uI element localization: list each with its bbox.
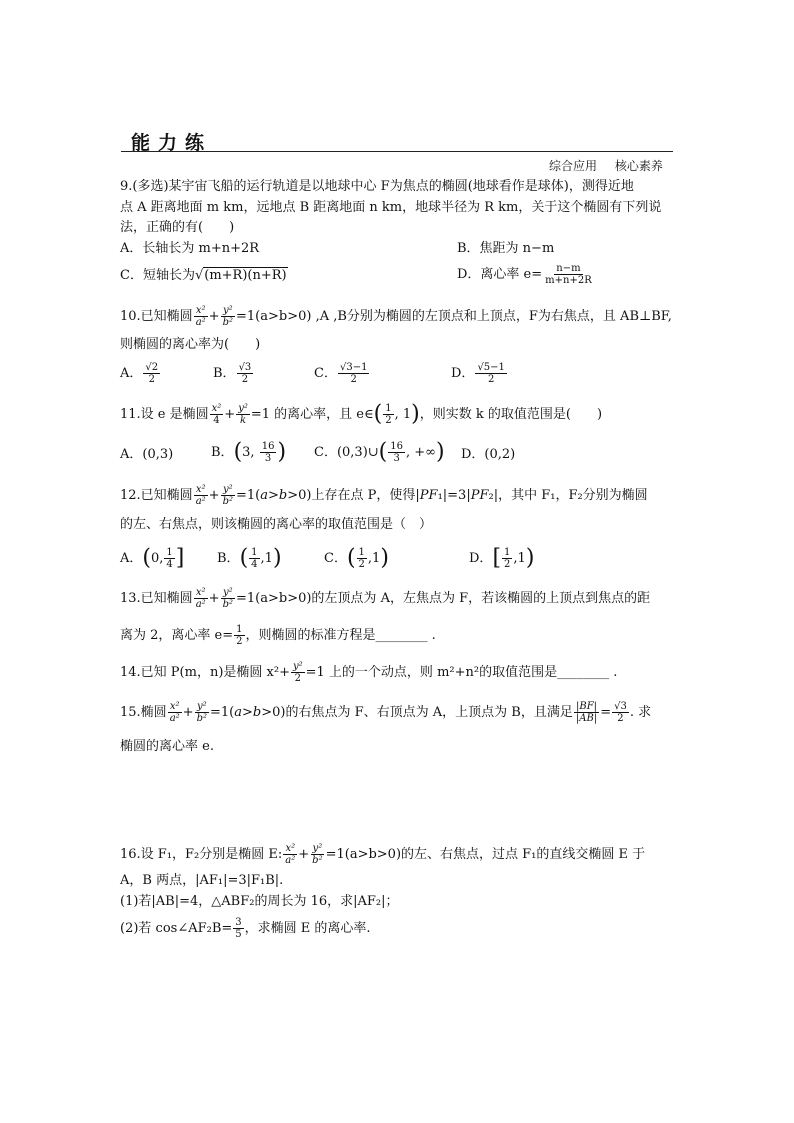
q9-option-c bbox=[120, 267, 288, 285]
q16-prefix: 16.设 F₁，F₂分别是椭圆 E: bbox=[120, 847, 283, 862]
q12-line1: 12.已知椭圆 $\frac{\text{x²}}{\text{a²}}$ + $\frac{\text{y²}}{\text{b²}}$ =1(a>b>0)上存在点 P，使得|PF₁|=3|PF₂|，其中 F₁，F₂分别为椭圆 bbox=[120, 484, 648, 507]
q13-prefix: 13.已知椭圆 bbox=[120, 591, 193, 606]
numerator: √3−1 bbox=[339, 362, 368, 373]
q16-line4 bbox=[120, 917, 371, 940]
value-fraction: $\frac{√3}{2}$ bbox=[614, 701, 627, 724]
q12-option-d: D．[ $\frac{1}{2}$ ,1) bbox=[469, 545, 535, 571]
q11-prefix: 11.设 e 是椭圆 bbox=[120, 407, 209, 422]
q16-line3: (1)若|AB|=4，△ABF₂的周长为 16，求|AF₂|； bbox=[120, 894, 399, 909]
interval-lower: $\frac{1}{2}$ bbox=[385, 403, 392, 426]
numerator: √3 bbox=[238, 362, 252, 373]
x-term: $\frac{\text{x²}}{\text{a²}}$ bbox=[195, 484, 206, 507]
sqrt-symbol: √ bbox=[194, 268, 204, 283]
label: B． bbox=[217, 551, 240, 566]
y-term: $\frac{\text{y²}}{\text{b²}}$ bbox=[222, 587, 233, 610]
y-term: $\frac{\text{y²}}{\text{b²}}$ bbox=[196, 701, 207, 724]
q9-option-c-prefix: C．短轴长为 bbox=[120, 268, 195, 283]
q9-option-c-radicand: (m+R)(n+R) bbox=[204, 268, 287, 283]
q10-option-d bbox=[451, 362, 508, 385]
x-term: $\frac{\text{x²}}{\text{a²}}$ bbox=[195, 587, 206, 610]
q9-option-d-prefix: D．离心率 e= bbox=[457, 267, 543, 282]
q10-line2: 则椭圆的离心率为( ) bbox=[120, 337, 261, 352]
q11-option-c: C．(0,3)∪( $\frac{16}{3}$ , +∞) bbox=[314, 439, 445, 465]
q13-line2-suffix: ，则椭圆的标准方程是________ . bbox=[245, 628, 436, 643]
y-term: $\frac{\text{y²}}{\text{b²}}$ bbox=[222, 484, 233, 507]
q11-suffix: ，则实数 k 的取值范围是( ) bbox=[419, 407, 603, 422]
q11-option-b: B．(3, $\frac{16}{3}$ ) bbox=[211, 439, 287, 465]
label: B． bbox=[211, 445, 234, 460]
q10-option-a bbox=[120, 362, 161, 385]
section-divider bbox=[121, 151, 673, 152]
q12-prefix: 12.已知椭圆 bbox=[120, 488, 193, 503]
x-term: $\frac{\text{x²}}{4}$ bbox=[211, 403, 222, 426]
label: C．(0,3)∪ bbox=[314, 445, 379, 460]
denominator: 2 bbox=[241, 374, 249, 385]
ellipse-y-term: $\frac{\text{y²}}{\text{b²}}$ bbox=[222, 305, 233, 328]
q16-line4-prefix: (2)若 cos∠AF₂B= bbox=[120, 921, 233, 936]
denominator: 2 bbox=[350, 374, 357, 385]
q16-suffix: =1(a>b>0)的左、右焦点，过点 F₁的直线交椭圆 E 于 bbox=[325, 847, 646, 862]
fraction: $\frac{1}{2}$ bbox=[236, 624, 243, 647]
q9-option-a: A．长轴长为 m+n+2R bbox=[120, 241, 260, 256]
q12-option-c: C．( $\frac{1}{2}$ ,1) bbox=[324, 545, 389, 571]
q15-line2: 椭圆的离心率 e. bbox=[120, 739, 214, 754]
q9-option-b: B．焦距为 n−m bbox=[457, 241, 555, 256]
q9-option-d bbox=[457, 263, 595, 286]
q11-line1: 11.设 e 是椭圆 $\frac{\text{x²}}{4}$ + $\frac{\text{y²}}{k}$ =1 的离心率，且 e∈( $\frac{1}{2}$ , 1)，则实数 k 的取值范围是( ) bbox=[120, 401, 603, 427]
fraction: $\frac{16}{3}$ bbox=[390, 441, 403, 464]
fraction bbox=[143, 362, 160, 385]
q16-line1: 16.设 F₁，F₂分别是椭圆 E: $\frac{\text{x²}}{\text{a²}}$ + $\frac{\text{y²}}{\text{b²}}$ =1(a>b>0)的左、右焦点，过点 F₁的直线交椭圆 E 于 bbox=[120, 843, 646, 866]
y-term: $\frac{\text{y²}}{\text{b²}}$ bbox=[312, 843, 323, 866]
q10-prefix: 10.已知椭圆 bbox=[120, 309, 193, 324]
q10-option-b bbox=[213, 362, 254, 385]
ratio-fraction: $\frac{|BF|}{|AB|}$ bbox=[575, 701, 598, 724]
fraction: $\frac{3}{5}$ bbox=[235, 917, 242, 940]
tail: +∞ bbox=[414, 445, 436, 460]
denominator: m+n+2R bbox=[545, 275, 592, 286]
y-term: $\frac{\text{y²}}{k}$ bbox=[238, 403, 248, 426]
denominator: 2 bbox=[487, 374, 495, 385]
section-title: 能力练 bbox=[131, 132, 213, 154]
numerator: n−m bbox=[556, 263, 581, 274]
q12-suffix: ，其中 F₁，F₂分别为椭圆 bbox=[498, 488, 648, 503]
q10-line1: 10.已知椭圆 $\frac{\text{x²}}{\text{a²}}$ + $\frac{\text{y²}}{\text{b²}}$ =1(a>b>0) ,A ,B分别为椭圆的左顶点和上顶点，F为右焦点，且 AB⊥BF, bbox=[120, 305, 672, 328]
q12-mid: 上存在点 P，使得 bbox=[311, 488, 416, 503]
q9-line3: 法，正确的有( ) bbox=[120, 220, 235, 235]
q16-line4-suffix: ，求椭圆 E 的离心率. bbox=[244, 921, 371, 936]
q15-prefix: 15.椭圆 bbox=[120, 705, 167, 720]
fraction: $\frac{1}{2}$ bbox=[358, 547, 365, 570]
q11-mid: =1 的离心率，且 e∈ bbox=[250, 407, 374, 422]
ellipse-x-term: $\frac{\text{x²}}{\text{a²}}$ bbox=[195, 305, 206, 328]
label: B． bbox=[213, 366, 236, 381]
q14-prefix: 14.已知 P(m，n)是椭圆 x²+ bbox=[120, 665, 290, 680]
label: A． bbox=[120, 366, 143, 381]
fraction bbox=[475, 362, 506, 385]
label: A． bbox=[120, 551, 143, 566]
q15-mid: 的右焦点为 F、右顶点为 A，上顶点为 B，且满足 bbox=[285, 705, 573, 720]
q13-line1: 13.已知椭圆 $\frac{\text{x²}}{\text{a²}}$ + $\frac{\text{y²}}{\text{b²}}$ =1(a>b>0)的左顶点为 A，左焦点为 F，若该椭圆的上顶点到焦点的距 bbox=[120, 587, 651, 610]
q16-line2: A，B 两点，|AF₁|=3|F₁B|. bbox=[120, 873, 284, 888]
q15-suffix: . 求 bbox=[629, 705, 652, 720]
x-term: $\frac{\text{x²}}{\text{a²}}$ bbox=[169, 701, 180, 724]
numerator: √5−1 bbox=[477, 362, 505, 373]
fraction bbox=[338, 362, 369, 385]
q9-line1: 9.(多选)某宇宙飞船的运行轨道是以地球中心 F为焦点的椭圆(地球看作是球体)，测得近地 bbox=[120, 179, 634, 194]
q15-line1: 15.椭圆 $\frac{\text{x²}}{\text{a²}}$ + $\frac{\text{y²}}{\text{b²}}$ =1(a>b>0)的右焦点为 F、右顶点为 A，上顶点为 B，且满足 $\frac{|BF|}{|AB|}$ = $\frac{√3}{2}$ . 求 bbox=[120, 701, 652, 724]
q14-suffix: =1 上的一个动点，则 m²+n²的取值范围是________ . bbox=[305, 665, 618, 680]
q14-line1 bbox=[120, 661, 617, 684]
label: C． bbox=[314, 366, 337, 381]
q13-suffix: =1(a>b>0)的左顶点为 A，左焦点为 F，若该椭圆的上顶点到焦点的距 bbox=[236, 591, 651, 606]
q13-line2-prefix: 离为 2，离心率 e= bbox=[120, 628, 234, 643]
q12-option-b: B．( $\frac{1}{4}$ ,1) bbox=[217, 545, 282, 571]
q10-suffix: =1(a>b>0) ,A ,B分别为椭圆的左顶点和上顶点，F为右焦点，且 AB⊥BF, bbox=[236, 309, 672, 324]
label: C． bbox=[324, 551, 347, 566]
q13-line2 bbox=[120, 624, 436, 647]
fraction bbox=[237, 362, 254, 385]
section-subtitle: 综合应用 核心素养 bbox=[549, 159, 663, 173]
q12-line2: 的左、右焦点，则该椭圆的离心率的取值范围是（ ） bbox=[120, 517, 433, 532]
x-term: $\frac{\text{x²}}{\text{a²}}$ bbox=[285, 843, 296, 866]
fraction: $\frac{1}{4}$ bbox=[251, 547, 258, 570]
q11-option-a: A．(0,3) bbox=[120, 447, 174, 462]
fraction: $\frac{16}{3}$ bbox=[261, 441, 275, 464]
q11-option-d: D．(0,2) bbox=[461, 447, 516, 462]
label: D． bbox=[451, 366, 475, 381]
q9-line2: 点 A 距离地面 m km，远地点 B 距离地面 n km，地球半径为 R km，关于这个椭圆有下列说 bbox=[120, 200, 662, 215]
fraction: $\frac{1}{4}$ bbox=[166, 547, 173, 570]
numerator: √2 bbox=[145, 362, 159, 373]
q12-option-a: A．(0, $\frac{1}{4}$ ] bbox=[120, 545, 185, 571]
q9-option-d-fraction bbox=[543, 263, 594, 286]
q10-option-c bbox=[314, 362, 370, 385]
y-term: $\frac{\text{y²}}{2}$ bbox=[292, 661, 303, 684]
label: D． bbox=[469, 551, 493, 566]
fraction: $\frac{1}{2}$ bbox=[504, 547, 511, 570]
denominator: 2 bbox=[148, 374, 155, 385]
